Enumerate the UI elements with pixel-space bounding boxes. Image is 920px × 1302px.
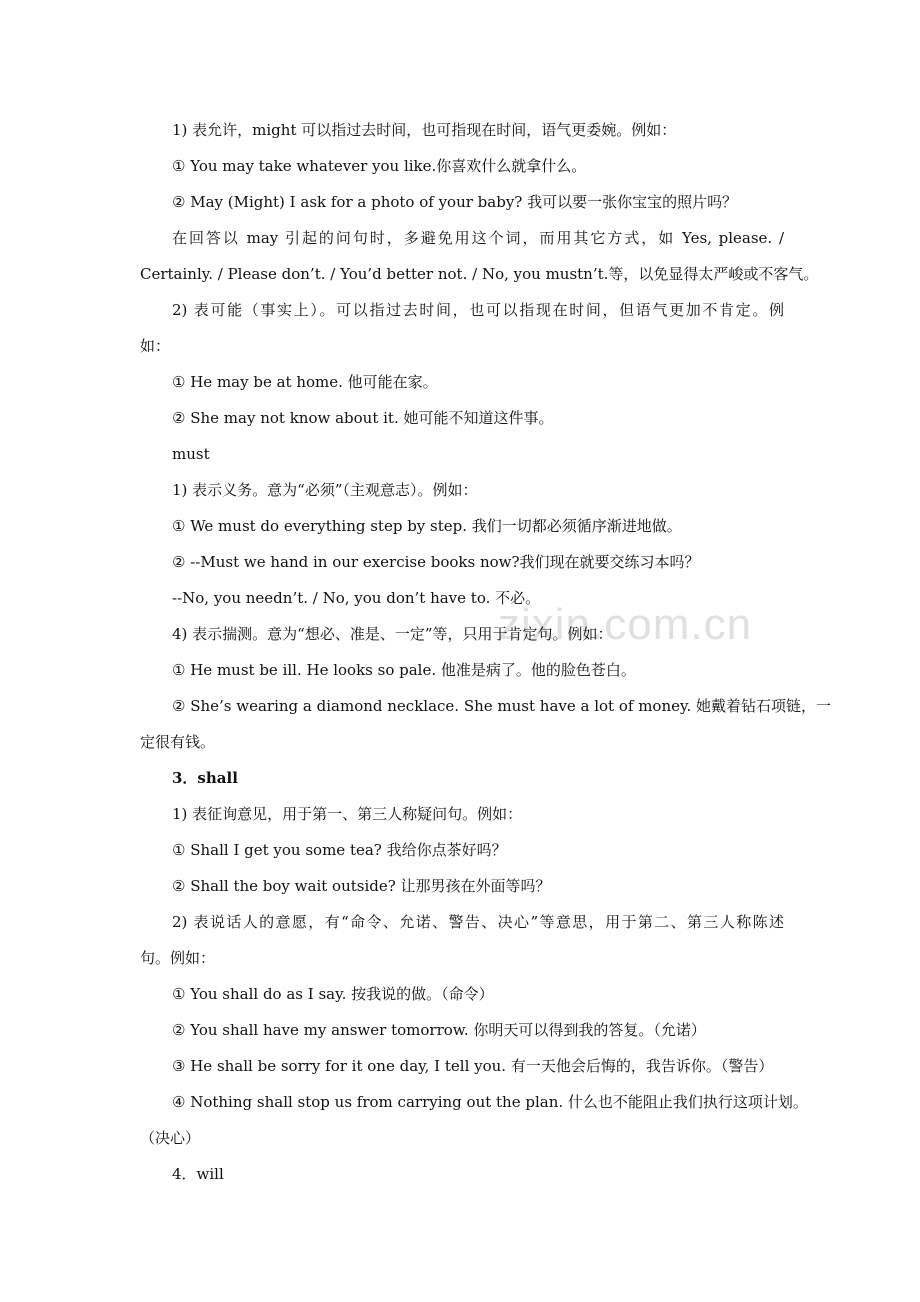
example-line: ① He may be at home. 他可能在家。 (172, 373, 438, 391)
example-line: ① You may take whatever you like.你喜欢什么就拿什么。 (172, 157, 587, 175)
paragraph-line: Certainly. / Please don’t. / You’d better not. / No, you mustn’t.等，以免显得太严峻或不客气。 (140, 265, 819, 283)
paragraph-might-permission: 1) 表允许，might 可以指过去时间，也可指现在时间，语气更委婉。例如： (172, 121, 677, 139)
section-heading-will: 4．will (172, 1165, 224, 1183)
example-line: ② May (Might) I ask for a photo of your baby? 我可以要一张你宝宝的照片吗？ (172, 193, 738, 211)
section-heading-shall: 3．shall (172, 769, 238, 787)
example-line: ② You shall have my answer tomorrow. 你明天可以得到我的答复。（允诺） (172, 1021, 706, 1039)
paragraph-shall-opinion: 1) 表征询意见，用于第一、第三人称疑问句。例如： (172, 805, 523, 823)
paragraph-must-obligation: 1) 表示义务。意为“必须”（主观意志）。例如： (172, 481, 478, 499)
paragraph-line: 如： (140, 337, 171, 355)
paragraph-line: 句。例如： (140, 949, 216, 967)
paragraph-line: 2) 表可能（事实上）。可以指过去时间，也可以指现在时间，但语气更加不肯定。例 (172, 301, 784, 319)
example-line: ① Shall I get you some tea? 我给你点茶好吗？ (172, 841, 507, 859)
example-line: ② Shall the boy wait outside? 让那男孩在外面等吗？ (172, 877, 551, 895)
paragraph-line: ④ Nothing shall stop us from carrying out the plan. 什么也不能阻止我们执行这项计划。 (172, 1093, 808, 1111)
example-line: ① You shall do as I say. 按我说的做。（命令） (172, 985, 494, 1003)
paragraph-must-speculation: 4) 表示揣测。意为“想必、准是、一定”等，只用于肯定句。例如： (172, 625, 613, 643)
example-line: ① We must do everything step by step. 我们一切都必须循序渐进地做。 (172, 517, 682, 535)
example-paragraph (140, 688, 832, 760)
example-line: ② She may not know about it. 她可能不知道这件事。 (172, 409, 554, 427)
paragraph-may-possibility (140, 292, 784, 364)
example-line: ③ He shall be sorry for it one day, I tell you. 有一天他会后悔的，我告诉你。（警告） (172, 1057, 774, 1075)
paragraph-line: 定很有钱。 (140, 733, 216, 751)
paragraph-line: （决心） (140, 1129, 201, 1147)
section-heading-must: must (172, 445, 210, 463)
example-line: ① He must be ill. He looks so pale. 他准是病了。他的脸色苍白。 (172, 661, 636, 679)
paragraph-may-answer (140, 220, 819, 292)
example-line: --No, you needn’t. / No, you don’t have to. 不必。 (172, 589, 541, 607)
paragraph-shall-will (140, 904, 784, 976)
example-line: ② --Must we hand in our exercise books now?我们现在就要交练习本吗？ (172, 553, 700, 571)
paragraph-line: 在回答以 may 引起的问句时，多避免用这个词，而用其它方式，如 Yes, please. / (172, 229, 784, 247)
paragraph-line: 2) 表说话人的意愿，有“命令、允诺、警告、决心”等意思，用于第二、第三人称陈述 (172, 913, 784, 931)
paragraph-line: ② She’s wearing a diamond necklace. She must have a lot of money. 她戴着钻石项链，一 (172, 697, 832, 715)
example-paragraph (140, 1084, 808, 1156)
watermark: zixin.com.cn (498, 600, 753, 649)
